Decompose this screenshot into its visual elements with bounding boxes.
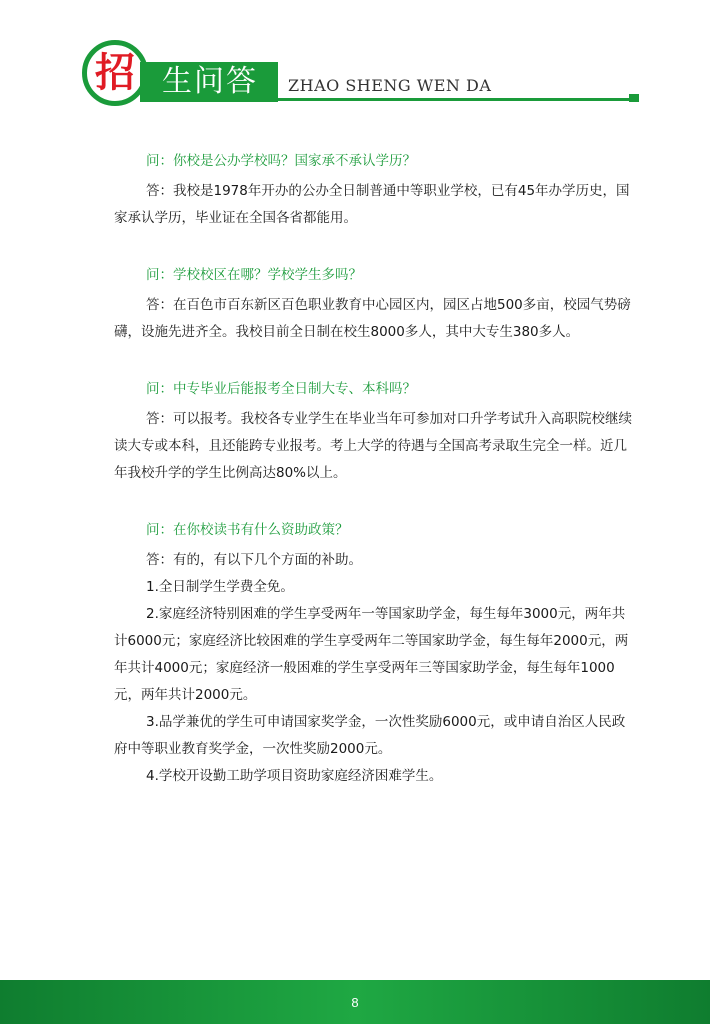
answer-paragraph: 答：在百色市百东新区百色职业教育中心园区内，园区占地500多亩，校园气势磅礴，设施先进齐全。我校目前全日制在校生8000多人，其中大专生380多人。 <box>114 297 631 340</box>
answer-paragraph: 2.家庭经济特别困难的学生享受两年一等国家助学金，每生每年3000元，两年共计6000元；家庭经济比较困难的学生享受两年二等国家助学金，每生每年2000元，两年共计4000元；家庭经济一般困难的学生享受两年三等国家助学金，每生每年1000元，两年共计2000元。 <box>114 606 629 703</box>
qa-item <box>114 517 638 790</box>
header-rule <box>278 98 634 101</box>
logo-badge <box>82 40 148 106</box>
question: 问：学校校区在哪？学校学生多吗？ <box>146 267 362 283</box>
section-title-pinyin: ZHAO SHENG WEN DA <box>288 76 492 95</box>
qa-item <box>114 148 638 232</box>
section-title: 生问答 <box>162 64 258 99</box>
question: 问：在你校读书有什么资助政策？ <box>146 522 349 538</box>
answer-paragraph: 4.学校开设勤工助学项目资助家庭经济困难学生。 <box>146 768 443 784</box>
qa-content <box>114 148 638 820</box>
qa-item <box>114 262 638 346</box>
page-footer <box>0 980 710 1024</box>
page-number: 8 <box>351 994 359 1010</box>
logo-character: 招 <box>95 49 135 96</box>
header-rule-end <box>629 94 639 102</box>
qa-item <box>114 376 638 487</box>
answer-paragraph: 答：我校是1978年开办的公办全日制普通中等职业学校，已有45年办学历史，国家承认学历，毕业证在全国各省都能用。 <box>114 183 630 226</box>
question: 问：中专毕业后能报考全日制大专、本科吗？ <box>146 381 416 397</box>
answer-paragraph: 3.品学兼优的学生可申请国家奖学金，一次性奖励6000元，或申请自治区人民政府中等职业教育奖学金，一次性奖励2000元。 <box>114 714 626 757</box>
title-band <box>140 62 278 102</box>
question: 问：你校是公办学校吗？国家承不承认学历？ <box>146 153 416 169</box>
page-header <box>0 0 710 120</box>
answer-paragraph: 1.全日制学生学费全免。 <box>146 579 294 595</box>
answer-paragraph: 答：有的，有以下几个方面的补助。 <box>146 552 362 568</box>
answer-paragraph: 答：可以报考。我校各专业学生在毕业当年可参加对口升学考试升入高职院校继续读大专或本科，且还能跨专业报考。考上大学的待遇与全国高考录取生完全一样。近几年我校升学的学生比例高达80%以上。 <box>114 411 632 481</box>
